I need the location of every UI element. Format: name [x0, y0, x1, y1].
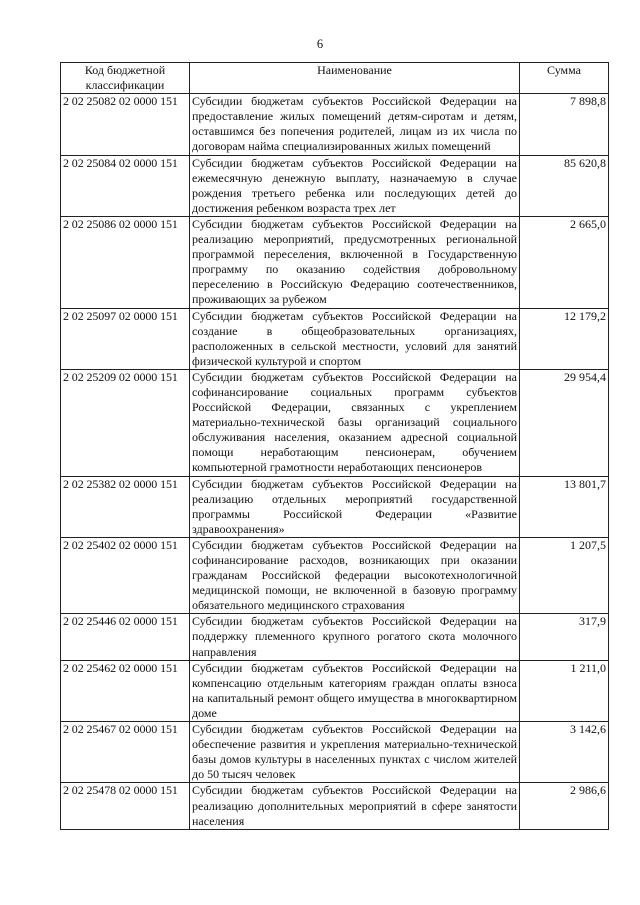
table-row: [61, 216, 609, 308]
table-row: [61, 783, 609, 829]
row-code: 2 02 25097 02 0000 151: [61, 308, 190, 369]
row-code: 2 02 25084 02 0000 151: [61, 155, 190, 216]
row-sum: 1 211,0: [520, 660, 609, 721]
row-name: Субсидии бюджетам субъектов Российской Федерации на компенсацию отдельным категориям граждан оплаты взноса на капитальный ремонт общего имущества в многоквартирном доме: [190, 660, 520, 721]
row-name: Субсидии бюджетам субъектов Российской Федерации на предоставление жилых помещений детям-сиротам и детям, оставшимся без попечения родителей, лицам из их числа по договорам найма специализированных жилых помещений: [190, 94, 520, 155]
table-row: [61, 155, 609, 216]
table-row: [61, 660, 609, 721]
row-sum: 12 179,2: [520, 308, 609, 369]
row-name: Субсидии бюджетам субъектов Российской Федерации на создание в общеобразовательных организациях, расположенных в сельской местности, условий для занятий физической культурой и спортом: [190, 308, 520, 369]
row-name: Субсидии бюджетам субъектов Российской Федерации на софинансирование социальных программ субъектов Российской Федерации, связанных с укреплением материально-технической базы организаций социального обслуживания населения, оказанием адресной социальной помощи неработающим пенсионерам, обучением компьютерной грамотности неработающих пенсионеров: [190, 369, 520, 476]
row-code: 2 02 25082 02 0000 151: [61, 94, 190, 155]
table-row: [61, 94, 609, 155]
row-name: Субсидии бюджетам субъектов Российской Федерации на софинансирование расходов, возникающих при оказании гражданам Российской федерации высокотехнологичной медицинской помощи, не включенной в базовую программу обязательного медицинского страхования: [190, 537, 520, 613]
row-name: Субсидии бюджетам субъектов Российской Федерации на ежемесячную денежную выплату, назначаемую в случае рождения третьего ребенка или последующих детей до достижения ребенком возраста трех лет: [190, 155, 520, 216]
row-sum: 85 620,8: [520, 155, 609, 216]
table-row: [61, 369, 609, 476]
row-sum: 2 665,0: [520, 216, 609, 308]
row-sum: 317,9: [520, 614, 609, 660]
header-sum: Сумма: [520, 63, 609, 94]
row-sum: 29 954,4: [520, 369, 609, 476]
row-code: 2 02 25382 02 0000 151: [61, 476, 190, 537]
budget-table: [60, 62, 609, 830]
row-code: 2 02 25086 02 0000 151: [61, 216, 190, 308]
row-sum: 13 801,7: [520, 476, 609, 537]
header-code: Код бюджетной классификации: [61, 63, 190, 94]
table-row: [61, 614, 609, 660]
table-header-row: [61, 63, 609, 94]
table-row: [61, 537, 609, 613]
row-sum: 1 207,5: [520, 537, 609, 613]
row-code: 2 02 25467 02 0000 151: [61, 722, 190, 783]
row-name: Субсидии бюджетам субъектов Российской Федерации на обеспечение развития и укрепления материально-технической базы домов культуры в населенных пунктах с числом жителей до 50 тысяч человек: [190, 722, 520, 783]
row-sum: 3 142,6: [520, 722, 609, 783]
row-code: 2 02 25462 02 0000 151: [61, 660, 190, 721]
row-code: 2 02 25478 02 0000 151: [61, 783, 190, 829]
row-name: Субсидии бюджетам субъектов Российской Федерации на поддержку племенного крупного рогатого скота молочного направления: [190, 614, 520, 660]
header-name: Наименование: [190, 63, 520, 94]
row-sum: 2 986,6: [520, 783, 609, 829]
row-code: 2 02 25402 02 0000 151: [61, 537, 190, 613]
row-code: 2 02 25446 02 0000 151: [61, 614, 190, 660]
row-code: 2 02 25209 02 0000 151: [61, 369, 190, 476]
row-name: Субсидии бюджетам субъектов Российской Федерации на реализацию мероприятий, предусмотренных региональной программой переселения, включенной в Государственную программу по оказанию содействия добровольному переселению в Российскую Федерацию соотечественников, проживающих за рубежом: [190, 216, 520, 308]
table-row: [61, 722, 609, 783]
page-number: 6: [316, 37, 324, 51]
table-row: [61, 476, 609, 537]
row-sum: 7 898,8: [520, 94, 609, 155]
row-name: Субсидии бюджетам субъектов Российской Федерации на реализацию отдельных мероприятий государственной программы Российской Федерации «Развитие здравоохранения»: [190, 476, 520, 537]
table-row: [61, 308, 609, 369]
row-name: Субсидии бюджетам субъектов Российской Федерации на реализацию дополнительных мероприятий в сфере занятости населения: [190, 783, 520, 829]
